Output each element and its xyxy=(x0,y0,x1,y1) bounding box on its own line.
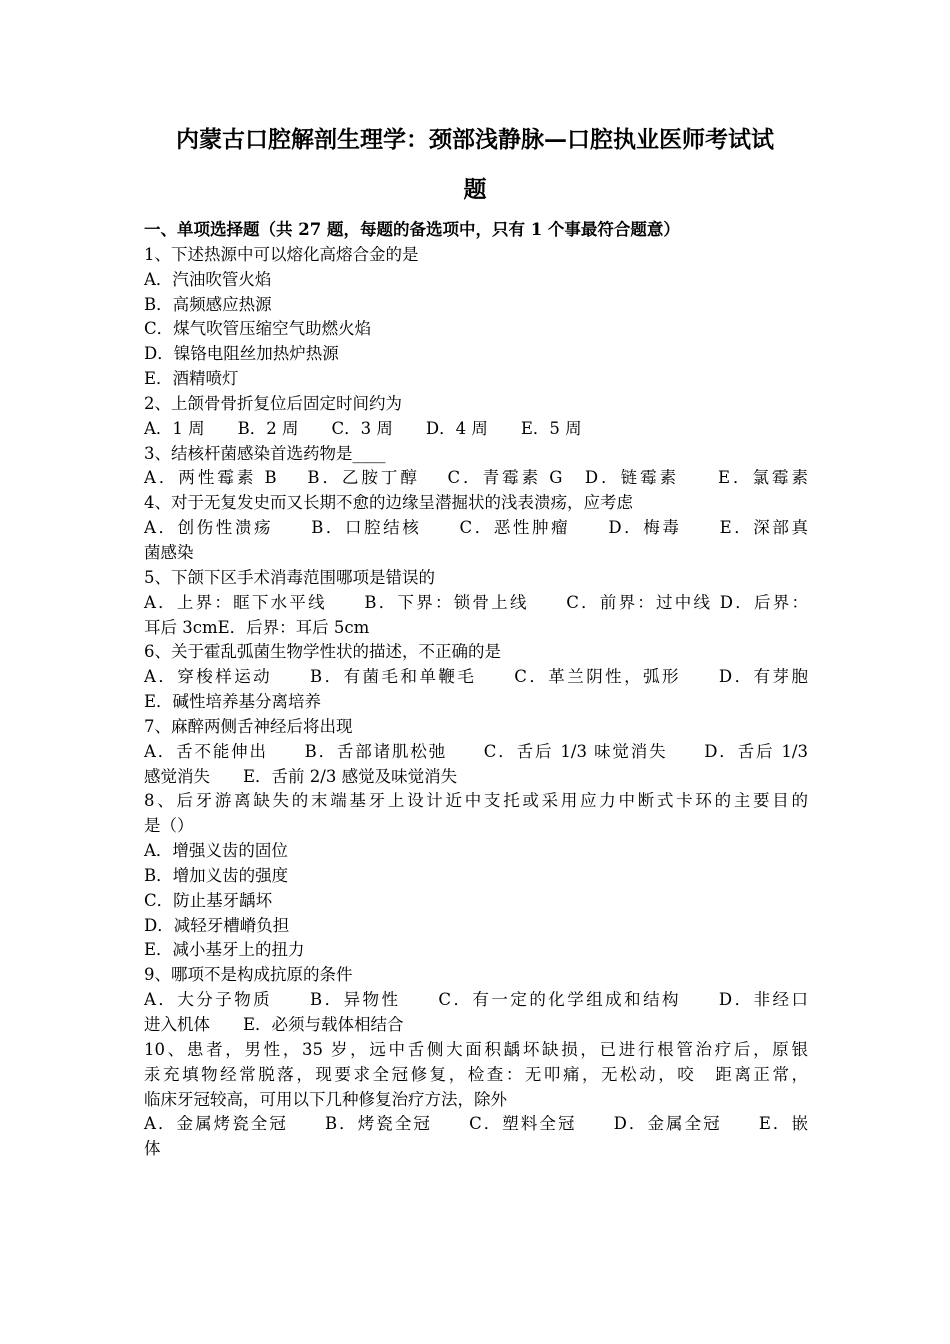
text-line: 10、患者，男性，35 岁，远中舌侧大面积龋坏缺损，已进行根管治疗后，原银 xyxy=(144,1039,808,1059)
document-title-continuation: 题 xyxy=(463,176,487,203)
document-title: 内蒙古口腔解剖生理学：颈部浅静脉—口腔执业医师考试试 xyxy=(176,126,774,153)
text-line: E．减小基牙上的扭力 xyxy=(144,940,305,960)
text-line: 汞充填物经常脱落，现要求全冠修复，检查：无叩痛，无松动，咬 距离正常， xyxy=(144,1064,808,1084)
text-line: A．穿梭样运动 B．有菌毛和单鞭毛 C．革兰阴性，弧形 D．有芽胞 xyxy=(144,667,808,687)
text-line: 9、哪项不是构成抗原的条件 xyxy=(144,965,353,985)
text-line: A．两性霉素 B B．乙胺丁醇 C．青霉素 G D．链霉素 E．氯霉素 xyxy=(144,468,808,488)
text-line: 6、关于霍乱弧菌生物学性状的描述，不正确的是 xyxy=(144,642,501,662)
text-line: 耳后 3cmE．后界：耳后 5cm xyxy=(144,617,370,637)
text-line: D．减轻牙槽嵴负担 xyxy=(144,915,290,935)
text-line: 1、下述热源中可以熔化高熔合金的是 xyxy=(144,244,419,264)
text-line: C．煤气吹管压缩空气助燃火焰 xyxy=(144,319,372,339)
text-line: 2、上颌骨骨折复位后固定时间约为 xyxy=(144,393,402,413)
text-line: E．酒精喷灯 xyxy=(144,369,239,389)
text-line: 临床牙冠较高，可用以下几种修复治疗方法，除外 xyxy=(144,1089,507,1109)
text-line: A．金属烤瓷全冠 B．烤瓷全冠 C．塑料全冠 D．金属全冠 E．嵌 xyxy=(144,1114,808,1134)
text-line: 4、对于无复发史而又长期不愈的边缘呈潜掘状的浅表溃疡，应考虑 xyxy=(144,493,633,513)
text-line: 5、下颌下区手术消毒范围哪项是错误的 xyxy=(144,567,435,587)
text-line: 是（） xyxy=(144,816,194,836)
text-line: A．增强义齿的固位 xyxy=(144,841,288,861)
text-line: A．舌不能伸出 B．舌部诸肌松弛 C．舌后 1/3 味觉消失 D．舌后 1/3 xyxy=(144,741,808,761)
text-line: 8、后牙游离缺失的末端基牙上设计近中支托或采用应力中断式卡环的主要目的 xyxy=(144,791,808,811)
text-line: 7、麻醉两侧舌神经后将出现 xyxy=(144,716,353,736)
text-line: C．防止基牙龋坏 xyxy=(144,890,273,910)
text-line: A．上界：眶下水平线 B．下界：锁骨上线 C．前界：过中线 D．后界： xyxy=(144,592,808,612)
text-line: A．大分子物质 B．异物性 C．有一定的化学组成和结构 D．非经口 xyxy=(144,990,808,1010)
text-line: A．汽油吹管火焰 xyxy=(144,269,272,289)
text-line: A．1 周 B．2 周 C．3 周 D．4 周 E．5 周 xyxy=(144,418,582,438)
text-line: E．碱性培养基分离培养 xyxy=(144,692,322,712)
text-line: B．高频感应热源 xyxy=(144,294,272,314)
text-line: 进入机体 E．必须与载体相结合 xyxy=(144,1015,404,1034)
text-line: 体 xyxy=(144,1139,161,1159)
text-line: B．增加义齿的强度 xyxy=(144,865,289,885)
text-line: D．镍铬电阻丝加热炉热源 xyxy=(144,344,339,364)
text-line: 菌感染 xyxy=(144,542,194,562)
text-line: 3、结核杆菌感染首选药物是____ xyxy=(144,443,386,463)
section-heading: 一、单项选择题（共 27 题，每题的备选项中，只有 1 个事最符合题意） xyxy=(144,220,680,239)
question-list xyxy=(144,218,808,1162)
text-line: A．创伤性溃疡 B．口腔结核 C．恶性肿瘤 D．梅毒 E．深部真 xyxy=(144,518,808,538)
text-line: 感觉消失 E．舌前 2/3 感觉及味觉消失 xyxy=(144,766,458,786)
